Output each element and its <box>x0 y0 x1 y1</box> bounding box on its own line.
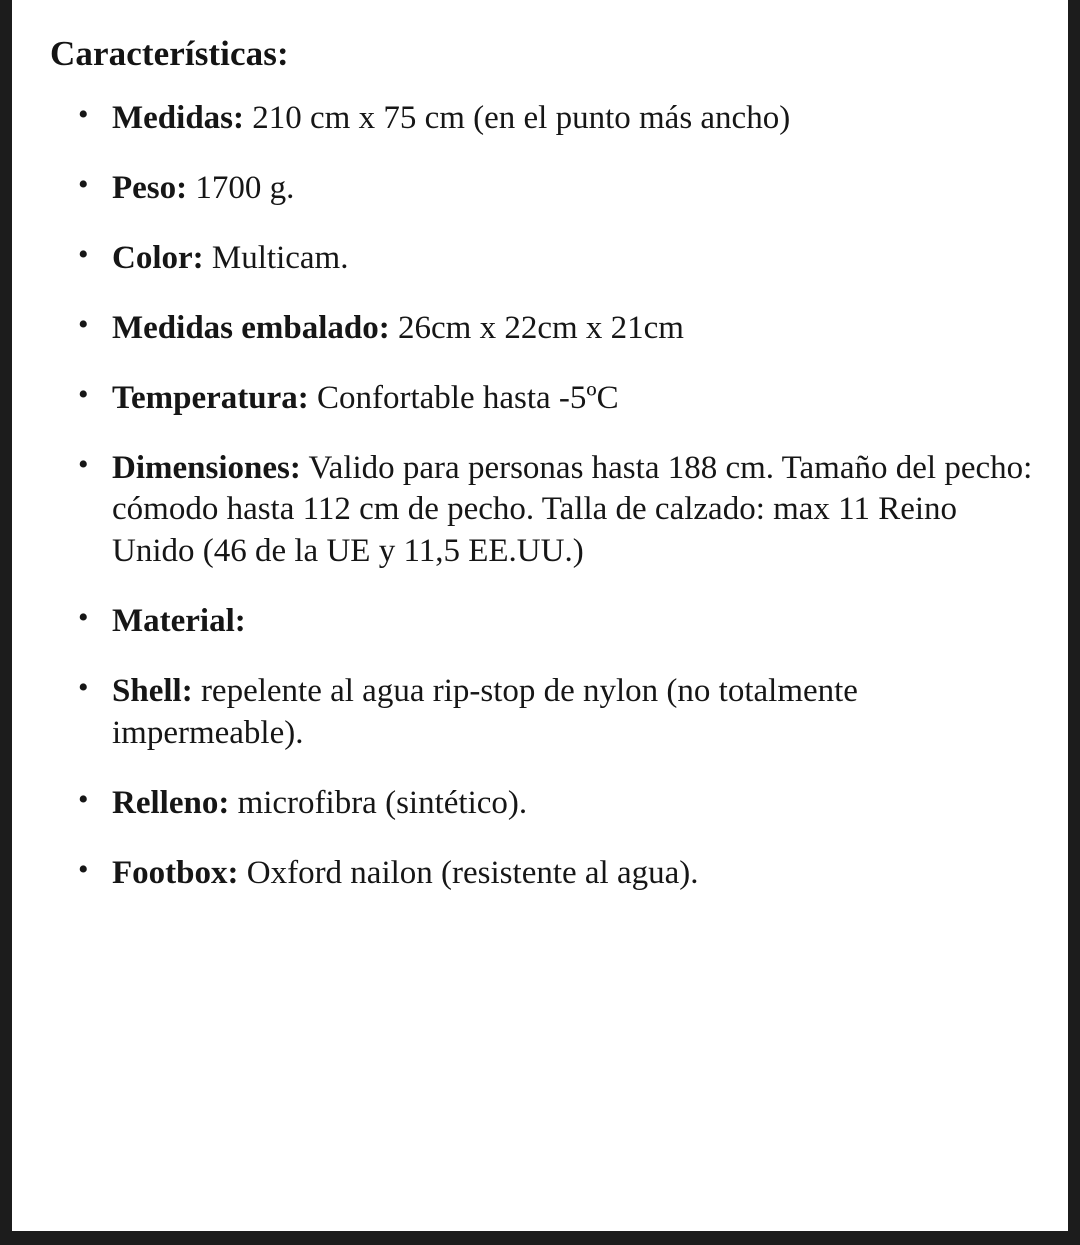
feature-label: Medidas embalado: <box>112 309 390 346</box>
list-item <box>70 601 1040 643</box>
feature-value: 26cm x 22cm x 21cm <box>398 309 684 346</box>
feature-value: Multicam. <box>211 239 349 276</box>
feature-value: 210 cm x 75 cm (en el punto más ancho) <box>252 100 791 136</box>
feature-label: Medidas: <box>112 100 244 136</box>
feature-label: Temperatura: <box>112 379 309 416</box>
page-title: Características: <box>50 34 289 73</box>
list-item <box>70 783 1040 825</box>
list-item <box>70 308 1040 350</box>
page-bottom-border <box>0 1231 1080 1245</box>
feature-label: Color: <box>112 239 204 276</box>
feature-value: repelente al agua rip-stop de nylon (no totalmente impermeable). <box>112 673 858 752</box>
list-item <box>70 168 1040 210</box>
feature-label: Shell: <box>112 673 193 710</box>
list-item <box>70 448 1040 574</box>
feature-label: Peso: <box>112 169 188 206</box>
feature-value: microfibra (sintético). <box>237 784 528 821</box>
page-left-border <box>0 0 12 1245</box>
list-item <box>70 98 1040 140</box>
list-item <box>70 238 1040 280</box>
feature-value: Confortable hasta -5ºC <box>317 379 619 416</box>
feature-value: 1700 g. <box>195 169 295 206</box>
feature-label: Material: <box>112 603 246 640</box>
feature-label: Dimensiones: <box>112 449 301 486</box>
list-item <box>70 378 1040 420</box>
page-right-border <box>1068 0 1080 1245</box>
feature-value: Oxford nailon (resistente al agua). <box>246 854 699 891</box>
feature-value: Valido para personas hasta 188 cm. Tamaño del pecho: cómodo hasta 112 cm de pecho. Talla de calzado: max 11 Reino Unido (46 de la UE y 11,5 EE.UU.) <box>112 449 1033 570</box>
feature-label: Footbox: <box>112 854 239 891</box>
list-item <box>70 853 1040 895</box>
feature-label: Relleno: <box>112 784 230 821</box>
list-item <box>70 671 1040 755</box>
features-list <box>44 98 1040 895</box>
